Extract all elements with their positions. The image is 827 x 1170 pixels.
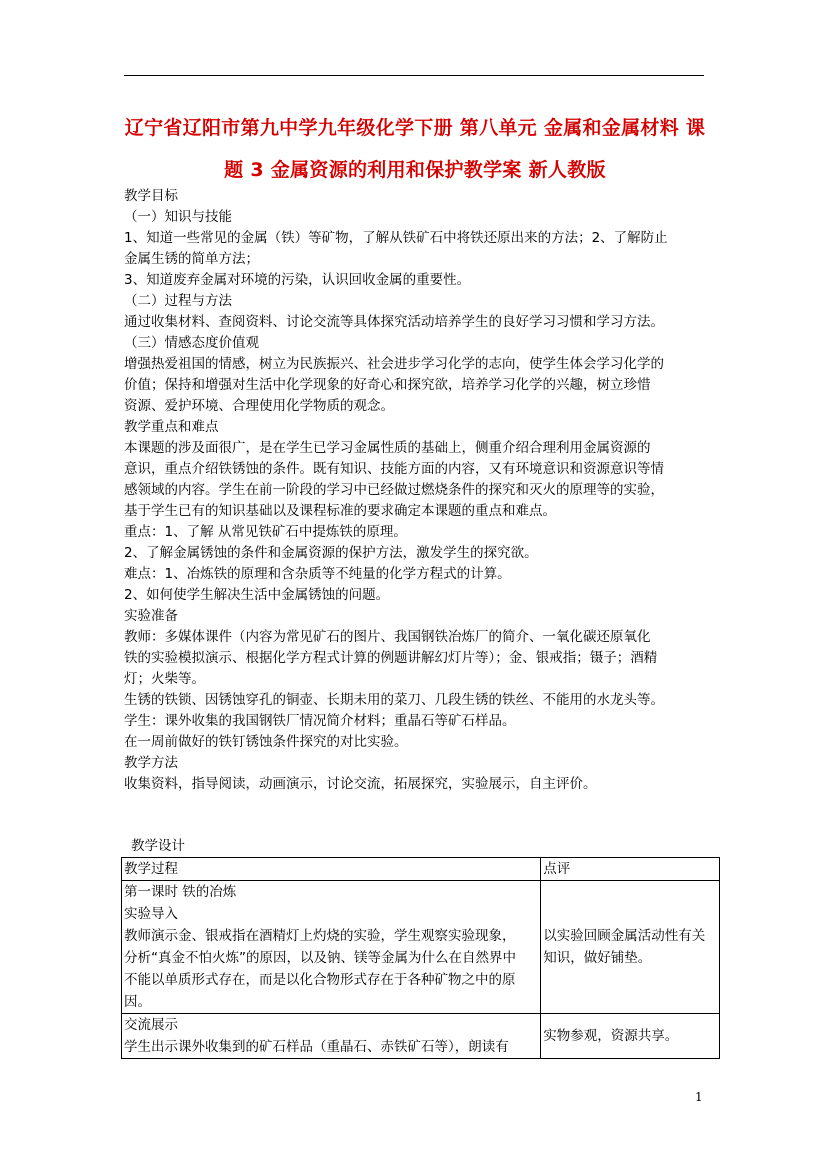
section-heading-objectives: 教学目标 (124, 188, 178, 204)
process-cell (122, 881, 541, 1014)
paragraph-line: 教师：多媒体课件（内容为常见矿石的图片、我国钢铁冶炼厂的简介、一氧化碳还原氧化 (124, 629, 651, 645)
cell-line: 第一课时 铁的冶炼 (124, 884, 237, 900)
paragraph-line: 学生：课外收集的我国钢铁厂情况简介材料；重晶石等矿石样品。 (124, 713, 516, 729)
table-row (122, 1014, 720, 1059)
subheading: （一）知识与技能 (124, 209, 232, 225)
table-header-comment: 点评 (541, 858, 720, 881)
paragraph-line: 价值；保持和增强对生活中化学现象的好奇心和探究欲，培养学习化学的兴趣，树立珍惜 (124, 377, 651, 393)
paragraph-line: 收集资料，指导阅读，动画演示，讨论交流，拓展探究，实验展示，自主评价。 (124, 776, 597, 792)
table-header-row (122, 858, 720, 881)
paragraph-line: 3、知道废弃金属对环境的污染，认识回收金属的重要性。 (124, 272, 471, 288)
cell-line: 学生出示课外收集到的矿石样品（重晶石、赤铁矿石等），朗读有 (124, 1039, 509, 1055)
table-header-process: 教学过程 (122, 858, 541, 881)
paragraph-line: 铁的实验模拟演示、根据化学方程式计算的例题讲解幻灯片等）；金、银戒指；镊子；酒精 (124, 650, 658, 666)
cell-line: 实物参观，资源共享。 (543, 1028, 679, 1044)
section-heading-preparation: 实验准备 (124, 608, 178, 624)
paragraph-line: 难点：1、冶炼铁的原理和含杂质等不纯量的化学方程式的计算。 (124, 566, 511, 582)
cell-line: 分析“真金不怕火炼”的原因，以及钠、镁等金属为什么在自然界中 (124, 950, 516, 966)
cell-line: 以实验回顾金属活动性有关 (543, 928, 706, 944)
paragraph-line: 通过收集材料、查阅资料、讨论交流等具体探究活动培养学生的良好学习习惯和学习方法。 (124, 314, 664, 330)
cell-line: 实验导入 (124, 906, 178, 922)
section-heading-methods: 教学方法 (124, 755, 178, 771)
section-heading-key-points: 教学重点和难点 (124, 419, 219, 435)
paragraph-line: 生锈的铁锁、因锈蚀穿孔的铜壶、长期未用的菜刀、几段生锈的铁丝、不能用的水龙头等。 (124, 692, 664, 708)
page-number: 1 (695, 1090, 703, 1104)
subheading: （三）情感态度价值观 (124, 335, 259, 351)
paragraph-line: 重点：1、了解 从常见铁矿石中提炼铁的原理。 (124, 524, 407, 540)
document-title-line-2: 题 3 金属资源的利用和保护教学案 新人教版 (224, 159, 606, 181)
paragraph-line: 2、了解金属锈蚀的条件和金属资源的保护方法，激发学生的探究欲。 (124, 545, 538, 561)
cell-line: 交流展示 (124, 1017, 178, 1033)
table-row (122, 881, 720, 1014)
paragraph-line: 在一周前做好的铁钉锈蚀条件探究的对比实验。 (124, 734, 408, 750)
paragraph-line: 意识，重点介绍铁锈蚀的条件。既有知识、技能方面的内容，又有环境意识和资源意识等情 (124, 461, 664, 477)
paragraph-line: 2、如何使学生解决生活中金属锈蚀的问题。 (124, 587, 390, 603)
subheading: （二）过程与方法 (124, 293, 232, 309)
cell-line: 不能以单质形式存在，而是以化合物形式存在于各种矿物之中的原 (124, 972, 516, 988)
paragraph-line: 本课题的涉及面很广，是在学生已学习金属性质的基础上，侧重介绍合理利用金属资源的 (124, 440, 651, 456)
process-cell (122, 1014, 541, 1059)
document-title-line-1: 辽宁省辽阳市第九中学九年级化学下册 第八单元 金属和金属材料 课 (124, 117, 706, 139)
teaching-design-table (121, 857, 720, 1059)
design-section-label: 教学设计 (131, 838, 185, 854)
paragraph-line: 感领域的内容。学生在前一阶段的学习中已经做过燃烧条件的探究和灭火的原理等的实验， (124, 482, 664, 498)
paragraph-line: 1、知道一些常见的金属（铁）等矿物，了解从铁矿石中将铁还原出来的方法；2、了解防止 (124, 230, 668, 246)
header-rule (124, 75, 704, 76)
comment-cell (541, 1014, 720, 1059)
paragraph-line: 资源、爱护环境、合理使用化学物质的观念。 (124, 398, 394, 414)
document-body (124, 186, 709, 795)
cell-line: 因。 (124, 994, 151, 1010)
cell-line: 教师演示金、银戒指在酒精灯上灼烧的实验，学生观察实验现象， (124, 928, 516, 944)
paragraph-line: 金属生锈的简单方法； (124, 251, 259, 267)
paragraph-line: 灯；火柴等。 (124, 671, 205, 687)
paragraph-line: 基于学生已有的知识基础以及课程标准的要求确定本课题的重点和难点。 (124, 503, 556, 519)
cell-line: 知识，做好铺垫。 (543, 950, 652, 966)
paragraph-line: 增强热爱祖国的情感，树立为民族振兴、社会进步学习化学的志向，使学生体会学习化学的 (124, 356, 664, 372)
comment-cell (541, 881, 720, 1014)
